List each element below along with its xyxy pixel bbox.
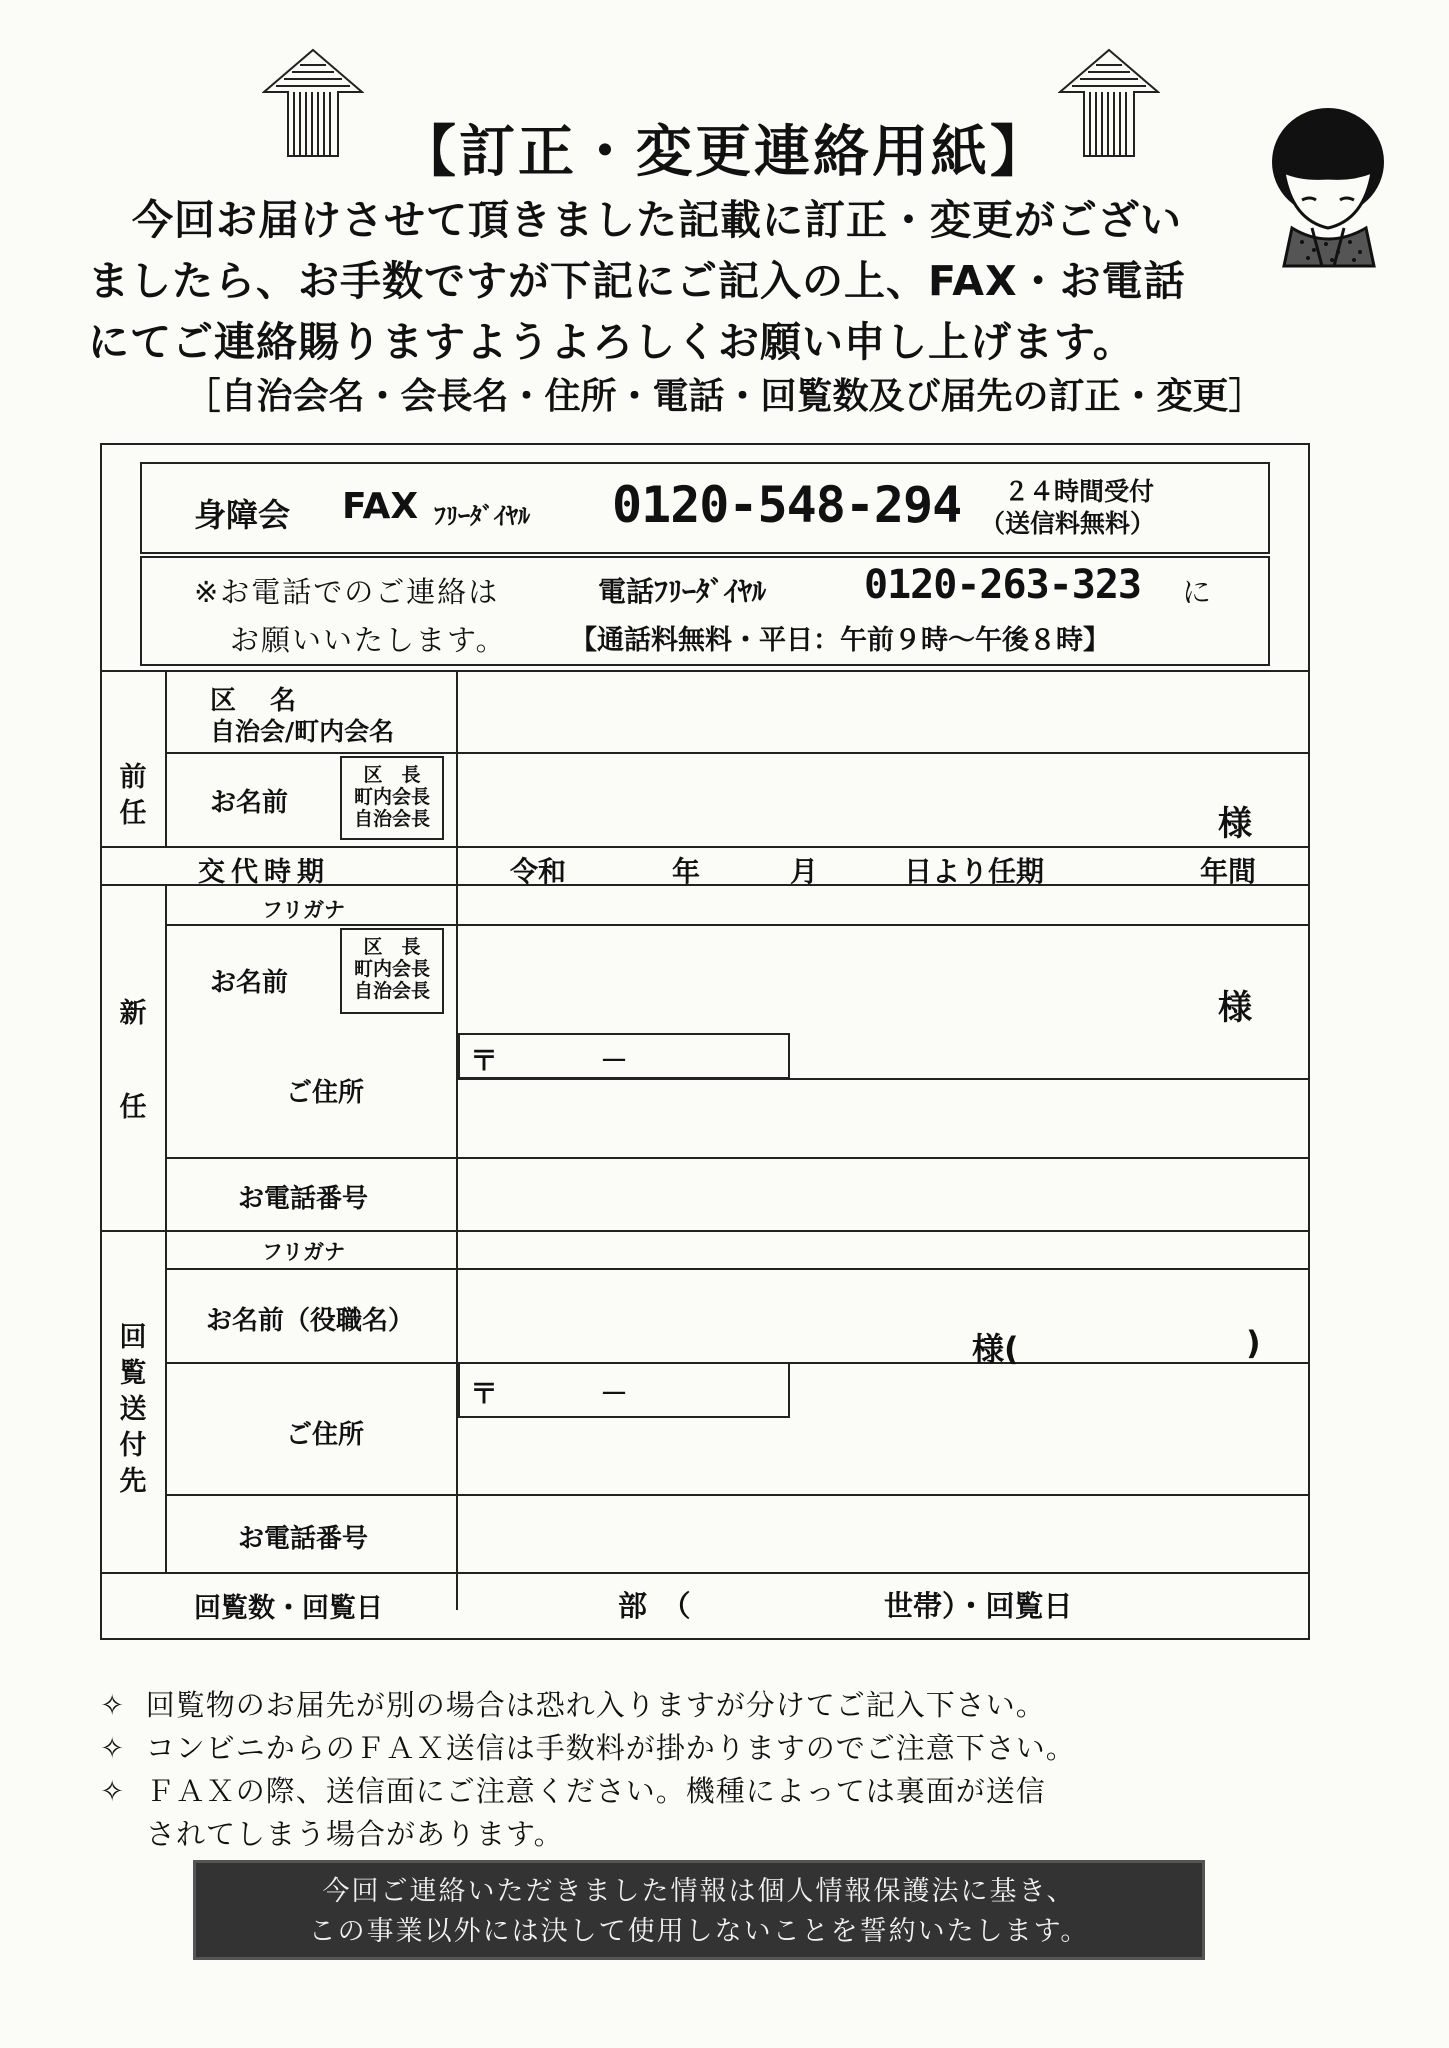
tel-ni: に [1182,575,1212,609]
route-furigana-label: フリガナ [262,1240,345,1264]
route-sama: 様( [972,1330,1019,1368]
route-zip-box[interactable] [458,1362,790,1418]
count-setai: 世帯）・回覧日 [884,1589,1073,1623]
fax-note-free: （送信料無料） [980,509,1156,538]
former-name-label: お名前 [210,788,289,818]
count-label: 回覧数・回覧日 [194,1593,383,1624]
fax-org: 身障会 [194,496,291,534]
phone-contact-box [140,556,1270,666]
intro-line: ましたら、お手数ですが下記にご記入の上、FAX・お電話 [88,257,1186,305]
zip-mark: 〒 [470,1377,499,1410]
handover-years: 年間 [1200,855,1257,888]
role-ward-chief: 区 長 [363,936,421,958]
grid-line [101,1572,1309,1574]
page-title: 【訂正・変更連絡用紙】 [400,120,1049,185]
new-zip-box[interactable] [458,1033,790,1079]
route-close: ) [1246,1324,1261,1362]
privacy-line: 今回ご連絡いただきました情報は個人情報保護法に基き、 [322,1876,1076,1907]
former-role-options [340,756,444,840]
fax-note-24h: ２４時間受付 [1004,477,1155,506]
role-assoc-chief: 自治会長 [353,808,430,830]
role-town-chief: 町内会長 [353,786,430,808]
section-new-label: 新 [119,998,147,1029]
grid-line [101,846,1309,848]
new-phone-label: お電話番号 [238,1184,369,1214]
route-address-label: ご住所 [286,1420,365,1450]
ward-label: 区 名 [210,686,301,716]
tel-request: お願いいたします。 [230,623,507,657]
grid-line [165,884,167,1572]
grid-line [167,924,1309,926]
tel-label: 電話ﾌﾘｰﾀﾞｲﾔﾙ [598,575,767,608]
section-new-label: 任 [119,1092,147,1123]
new-sama: 様 [1218,988,1252,1028]
intro-line: にてご連絡賜りますようよろしくお願い申し上げます。 [88,318,1135,366]
route-name-label: お名前（役職名） [206,1306,415,1336]
privacy-line: この事業以外には決して使用しないことを誓約いたします。 [308,1916,1090,1947]
handover-day-from: 日より任期 [904,855,1045,888]
intro-text [88,190,1268,373]
new-furigana-label: フリガナ [262,898,345,922]
sparkle-icon: ✧ [100,1774,126,1808]
role-assoc-chief: 自治会長 [353,980,430,1002]
former-sama: 様 [1218,804,1252,844]
note-item: ✧ 回覧物のお届先が別の場合は恐れ入りますが分けてご記入下さい。 [100,1688,1046,1722]
section-former-label: 前任 [119,762,147,829]
handover-year: 年 [672,855,701,888]
handover-label: 交代時期 [198,857,330,888]
grid-line [456,670,458,1610]
subject-line: ［自治会名・会長名・住所・電話・回覧数及び届先の訂正・変更］ [184,376,1265,417]
new-address-label: ご住所 [286,1078,365,1108]
section-route-text: 回覧送付先 [119,1322,147,1497]
handover-month: 月 [790,855,819,888]
intro-line: 今回お届けさせて頂きました記載に訂正・変更がござい [132,196,1182,244]
note-item: ✧ コンビニからのＦＡＸ送信は手数料が掛かりますのでご注意下さい。 [100,1731,1076,1765]
grid-line [101,670,1309,672]
grid-line [165,670,167,846]
role-town-chief: 町内会長 [353,958,430,980]
sparkle-icon: ✧ [100,1688,126,1722]
tel-number: 0120-263-323 [864,562,1141,608]
sparkle-icon: ✧ [100,1731,126,1765]
new-role-options [340,928,444,1014]
section-route-label [113,1320,153,1500]
tel-lead: ※お電話でのご連絡は [194,575,500,609]
grid-line [167,752,1309,754]
new-name-label: お名前 [210,968,289,998]
grid-line [167,1268,1309,1270]
handover-reiwa: 令和 [510,855,567,888]
route-phone-label: お電話番号 [238,1524,369,1554]
privacy-notice [193,1860,1205,1960]
fax-contact-box [140,462,1270,554]
count-bu: 部 （ [618,1589,691,1623]
zip-dash: － [600,1044,629,1077]
grid-line [167,1494,1309,1496]
note-item: ✧ ＦＡＸの際、送信面にご注意ください。機種によっては裏面が送信 [100,1774,1046,1808]
association-label: 自治会/町内会名 [210,717,395,746]
notes-list [100,1684,1350,1856]
fax-freedial: ﾌﾘｰﾀﾞｲﾔﾙ [434,502,530,530]
zip-dash: － [600,1377,629,1410]
fax-number: 0120-548-294 [612,476,962,534]
zip-mark: 〒 [470,1044,499,1077]
role-ward-chief: 区 長 [363,764,421,786]
note-item-continued: されてしまう場合があります。 [146,1817,564,1851]
fax-label: FAX [342,486,419,527]
grid-line [167,1157,1309,1159]
tel-hours: 【通話料無料・平日：午前９時～午後８時】 [570,625,1110,656]
grid-line [101,1230,1309,1232]
